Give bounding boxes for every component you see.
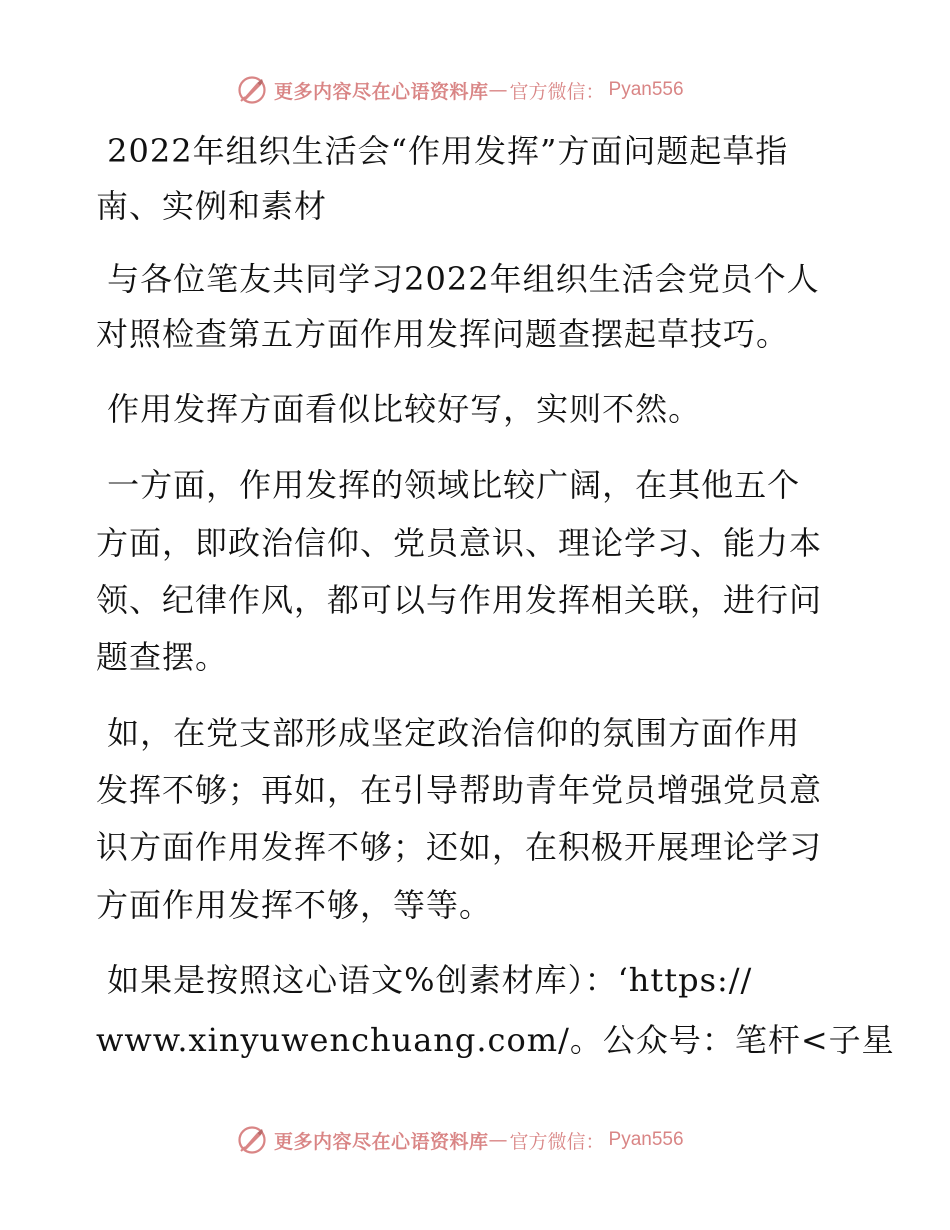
paragraph-line: 识方面作用发挥不够；还如，在积极开展理论学习 bbox=[96, 828, 823, 866]
document-title-line: 南、实例和素材 bbox=[96, 187, 328, 225]
paragraph-line: 与各位笔友共同学习2022年组织生活会党员个人 bbox=[96, 260, 820, 298]
paragraph-line: 方面作用发挥不够，等等。 bbox=[96, 886, 493, 924]
paragraph-line: 领、纪律作风，都可以与作用发挥相关联，进行问 bbox=[96, 581, 823, 619]
quill-logo-icon bbox=[236, 74, 268, 106]
paragraph-line: 一方面，作用发挥的领域比较广阔，在其他五个 bbox=[96, 466, 801, 504]
banner-separator: — bbox=[488, 1129, 508, 1151]
banner-wechat-id: Pyan556 bbox=[608, 79, 684, 100]
paragraph-line: 题查摆。 bbox=[96, 638, 229, 676]
banner-brand-text: 更多内容尽在心语资料库 bbox=[274, 80, 489, 103]
paragraph-line: www.xinyuwenchuang.com/。公众号：笔杆<子星 bbox=[96, 1021, 895, 1059]
footer-banner bbox=[236, 1123, 684, 1157]
quill-logo-icon bbox=[236, 1124, 268, 1156]
header-banner bbox=[236, 73, 684, 107]
paragraph-line: 作用发挥方面看似比较好写，实则不然。 bbox=[96, 390, 702, 428]
banner-wechat-label: 官方微信： bbox=[509, 1130, 605, 1153]
banner-wechat-label: 官方微信： bbox=[509, 80, 605, 103]
paragraph-line: 发挥不够；再如，在引导帮助青年党员增强党员意 bbox=[96, 771, 823, 809]
paragraph-line: 如果是按照这心语文%创素材库）：‘https:// bbox=[96, 961, 753, 999]
document-title-line: 2022年组织生活会“作用发挥”方面问题起草指 bbox=[96, 132, 789, 170]
banner-separator: — bbox=[488, 79, 508, 101]
paragraph-line: 对照检查第五方面作用发挥问题查摆起草技巧。 bbox=[96, 315, 790, 353]
paragraph-line: 方面，即政治信仰、党员意识、理论学习、能力本 bbox=[96, 524, 823, 562]
paragraph-line: 如，在党支部形成坚定政治信仰的氛围方面作用 bbox=[96, 714, 801, 752]
banner-brand-text: 更多内容尽在心语资料库 bbox=[274, 1130, 489, 1153]
banner-wechat-id: Pyan556 bbox=[608, 1129, 684, 1150]
